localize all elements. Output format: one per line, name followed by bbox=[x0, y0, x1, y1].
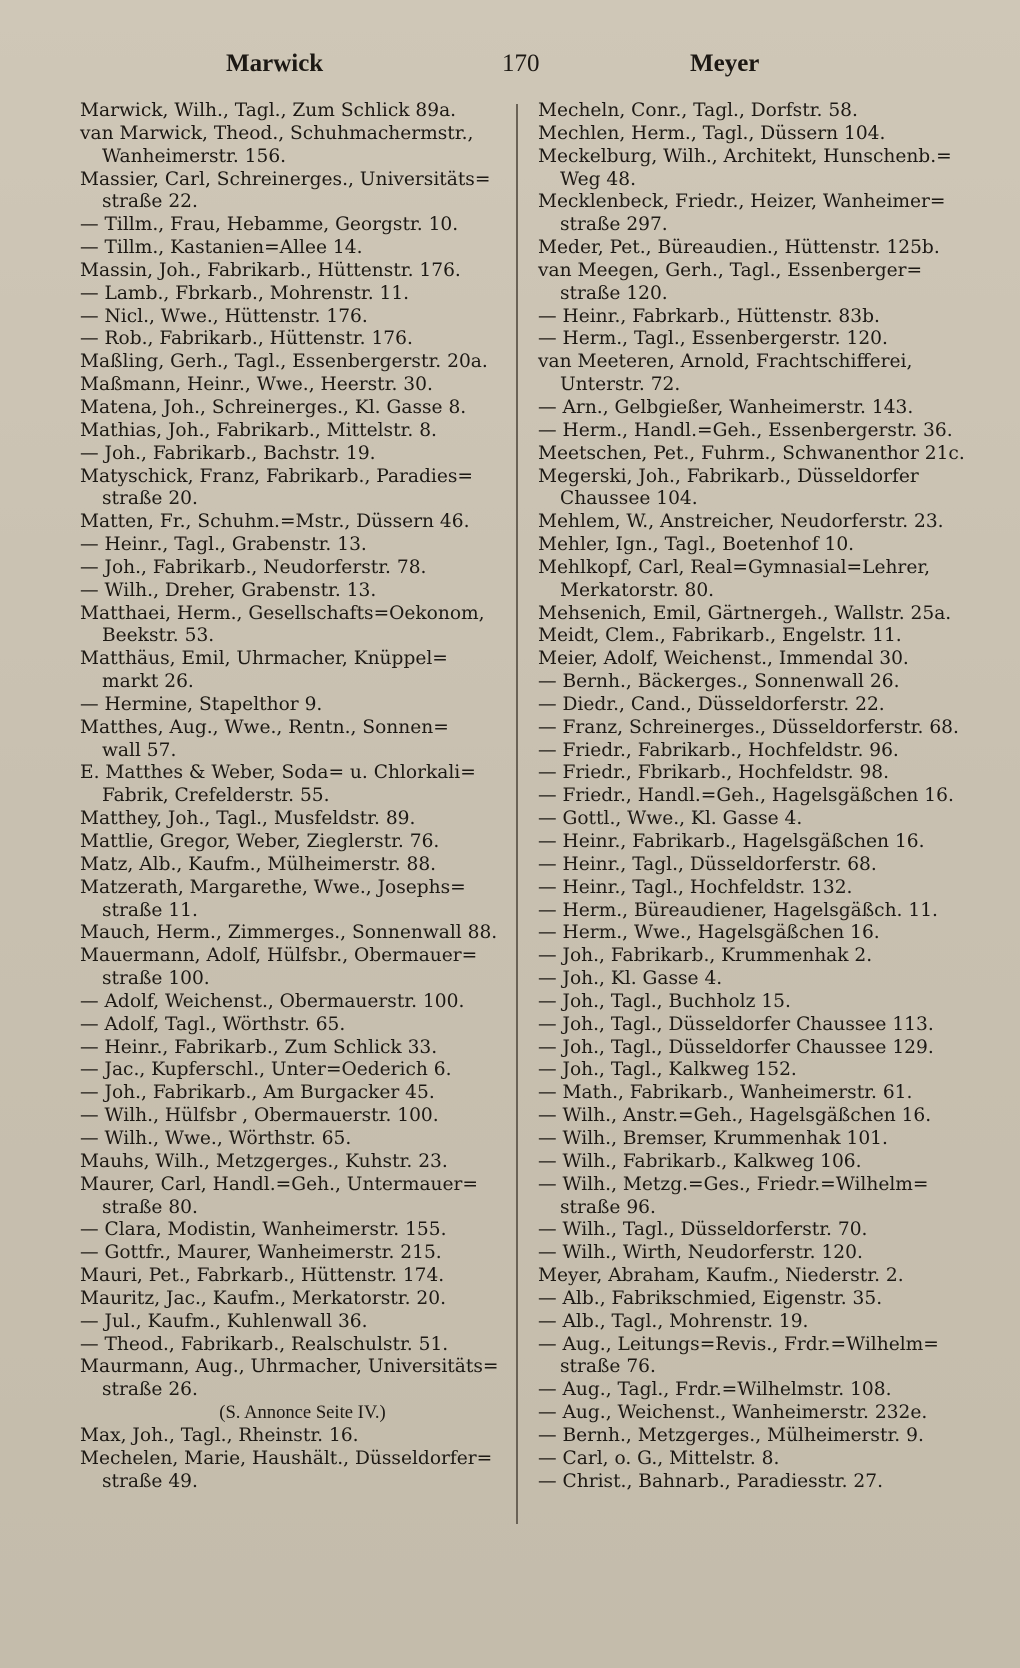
directory-entry bbox=[80, 1288, 525, 1311]
directory-entry bbox=[538, 648, 983, 671]
entry-line: — Gottl., Wwe., Kl. Gasse 4. bbox=[538, 808, 803, 830]
directory-entry bbox=[80, 1334, 525, 1357]
directory-entry bbox=[80, 991, 525, 1014]
left-column bbox=[80, 100, 525, 1493]
entry-line: — Gottfr., Maurer, Wanheimerstr. 215. bbox=[80, 1242, 442, 1264]
directory-entry bbox=[538, 1311, 983, 1334]
entry-line: Matzerath, Margarethe, Wwe., Josephs= bbox=[80, 876, 466, 898]
entry-line: Meder, Pet., Büreaudien., Hüttenstr. 125b. bbox=[538, 237, 940, 259]
directory-entry bbox=[538, 1059, 983, 1082]
directory-entry bbox=[80, 169, 525, 215]
directory-entry bbox=[538, 1265, 983, 1288]
entry-line: — Lamb., Fbrkarb., Mohrenstr. 11. bbox=[80, 282, 410, 304]
directory-entry bbox=[80, 1425, 525, 1448]
entry-line: — Wilh., Fabrikarb., Kalkweg 106. bbox=[538, 1150, 862, 1172]
entry-line: — Wilh., Hülfsbr , Obermauerstr. 100. bbox=[80, 1105, 439, 1127]
directory-entry bbox=[538, 1379, 983, 1402]
entry-line: — Joh., Tagl., Düsseldorfer Chaussee 129. bbox=[538, 1036, 934, 1058]
entry-line: van Marwick, Theod., Schuhmachermstr., bbox=[80, 122, 474, 144]
entry-line: — Joh., Tagl., Düsseldorfer Chaussee 113. bbox=[538, 1013, 934, 1035]
directory-entry bbox=[80, 1402, 525, 1425]
directory-entry bbox=[80, 603, 525, 649]
entry-line: — Theod., Fabrikarb., Realschulstr. 51. bbox=[80, 1333, 449, 1355]
directory-entry bbox=[538, 351, 983, 397]
entry-line: Megerski, Joh., Fabrikarb., Düsseldorfer bbox=[538, 465, 919, 487]
directory-entry bbox=[538, 991, 983, 1014]
directory-entry bbox=[80, 1059, 525, 1082]
directory-entry bbox=[80, 1311, 525, 1334]
entry-line: Mauhs, Wilh., Metzgerges., Kuhstr. 23. bbox=[80, 1150, 448, 1172]
entry-line: — Tillm., Kastanien=Allee 14. bbox=[80, 237, 363, 259]
entry-line: — Tillm., Frau, Hebamme, Georgstr. 10. bbox=[80, 214, 459, 236]
directory-entry bbox=[80, 877, 525, 923]
entry-line: — Wilh., Metzg.=Ges., Friedr.=Wilhelm= bbox=[538, 1173, 929, 1195]
directory-entry bbox=[538, 694, 983, 717]
directory-entry bbox=[80, 420, 525, 443]
directory-entry bbox=[538, 1242, 983, 1265]
entry-continuation: straße 96. bbox=[560, 1196, 656, 1218]
entry-line: — Wilh., Anstr.=Geh., Hagelsgäßchen 16. bbox=[538, 1105, 932, 1127]
entry-line: Matthey, Joh., Tagl., Musfeldstr. 89. bbox=[80, 808, 416, 830]
entry-continuation: Wanheimerstr. 156. bbox=[102, 145, 287, 167]
entry-line: — Wilh., Wirth, Neudorferstr. 120. bbox=[538, 1242, 863, 1264]
entry-line: — Herm., Handl.=Geh., Essenbergerstr. 36. bbox=[538, 419, 953, 441]
entry-line: Mecheln, Conr., Tagl., Dorfstr. 58. bbox=[538, 100, 858, 121]
entry-line: — Joh., Fabrikarb., Bachstr. 19. bbox=[80, 442, 376, 464]
directory-entry bbox=[538, 1219, 983, 1242]
entry-line: Maßmann, Heinr., Wwe., Heerstr. 30. bbox=[80, 374, 433, 396]
directory-entry bbox=[80, 1174, 525, 1220]
entry-line: — Joh., Fabrikarb., Neudorferstr. 78. bbox=[80, 556, 427, 578]
directory-entry bbox=[538, 900, 983, 923]
header-left-keyword: Marwick bbox=[226, 50, 324, 77]
entry-line: Matten, Fr., Schuhm.=Mstr., Düssern 46. bbox=[80, 511, 470, 533]
directory-entry bbox=[80, 100, 525, 123]
directory-entry bbox=[538, 1288, 983, 1311]
entry-line: Mauermann, Adolf, Hülfsbr., Obermauer= bbox=[80, 945, 478, 967]
entry-line: — Bernh., Bäckerges., Sonnenwall 26. bbox=[538, 671, 900, 693]
entry-continuation: straße 76. bbox=[560, 1356, 656, 1378]
directory-entry bbox=[80, 945, 525, 991]
directory-entry bbox=[538, 1082, 983, 1105]
entry-line: — Wilh., Wwe., Wörthstr. 65. bbox=[80, 1127, 352, 1149]
entry-line: Mattlie, Gregor, Weber, Zieglerstr. 76. bbox=[80, 831, 440, 852]
entry-line: Mehlkopf, Carl, Real=Gymnasial=Lehrer, bbox=[538, 556, 931, 578]
entry-line: — Jac., Kupferschl., Unter=Oederich 6. bbox=[80, 1059, 452, 1081]
entry-continuation: Weg 48. bbox=[560, 168, 636, 190]
entry-line: Maurmann, Aug., Uhrmacher, Universitäts= bbox=[80, 1356, 499, 1378]
entry-line: — Christ., Bahnarb., Paradiesstr. 27. bbox=[538, 1470, 883, 1492]
directory-entry bbox=[538, 191, 983, 237]
entry-line: — Heinr., Fabrkarb., Hüttenstr. 83b. bbox=[538, 305, 880, 327]
entry-line: Mathias, Joh., Fabrikarb., Mittelstr. 8. bbox=[80, 419, 437, 441]
directory-entry bbox=[538, 740, 983, 763]
directory-entry bbox=[80, 351, 525, 374]
directory-entry bbox=[80, 1242, 525, 1265]
entry-line: — Friedr., Fabrikarb., Hochfeldstr. 96. bbox=[538, 739, 899, 761]
entry-line: — Joh., Tagl., Buchholz 15. bbox=[538, 990, 791, 1012]
directory-entry bbox=[538, 717, 983, 740]
directory-entry bbox=[538, 603, 983, 626]
directory-entry bbox=[538, 1174, 983, 1220]
entry-line: — Arn., Gelbgießer, Wanheimerstr. 143. bbox=[538, 396, 914, 418]
entry-line: — Jul., Kaufm., Kuhlenwall 36. bbox=[80, 1310, 368, 1332]
directory-entry bbox=[80, 260, 525, 283]
entry-line: — Math., Fabrikarb., Wanheimerstr. 61. bbox=[538, 1082, 913, 1104]
entry-line: — Herm., Wwe., Hagelsgäßchen 16. bbox=[538, 922, 880, 944]
entry-line: — Adolf, Weichenst., Obermauerstr. 100. bbox=[80, 990, 465, 1012]
page-number: 170 bbox=[502, 50, 540, 77]
entry-line: — Rob., Fabrikarb., Hüttenstr. 176. bbox=[80, 328, 413, 350]
directory-entry bbox=[538, 1014, 983, 1037]
entry-line: Massier, Carl, Schreinerges., Universitäts= bbox=[80, 168, 491, 190]
directory-entry bbox=[538, 100, 983, 123]
directory-entry bbox=[538, 511, 983, 534]
directory-entry bbox=[538, 854, 983, 877]
entry-line: — Hermine, Stapelthor 9. bbox=[80, 693, 323, 715]
directory-entry bbox=[538, 762, 983, 785]
entry-continuation: Fabrik, Crefelderstr. 55. bbox=[102, 785, 330, 807]
entry-continuation: straße 26. bbox=[102, 1379, 198, 1401]
directory-entry bbox=[80, 1219, 525, 1242]
entry-line: — Aug., Weichenst., Wanheimerstr. 232e. bbox=[538, 1402, 928, 1424]
directory-entry bbox=[538, 1128, 983, 1151]
entry-line: Marwick, Wilh., Tagl., Zum Schlick 89a. bbox=[80, 100, 457, 121]
entry-line: Mechlen, Herm., Tagl., Düssern 104. bbox=[538, 122, 886, 144]
entry-continuation: straße 80. bbox=[102, 1196, 198, 1218]
directory-entry bbox=[80, 808, 525, 831]
entry-line: Maßling, Gerh., Tagl., Essenbergerstr. 20a. bbox=[80, 351, 488, 373]
directory-entry bbox=[80, 466, 525, 512]
directory-entry bbox=[80, 397, 525, 420]
directory-entry bbox=[80, 1151, 525, 1174]
directory-entry bbox=[80, 123, 525, 169]
directory-entry bbox=[80, 1448, 525, 1494]
directory-entry bbox=[538, 534, 983, 557]
entry-line: Mechelen, Marie, Haushält., Düsseldorfer= bbox=[80, 1447, 493, 1469]
entry-line: Maurer, Carl, Handl.=Geh., Untermauer= bbox=[80, 1173, 478, 1195]
entry-line: E. Matthes & Weber, Soda= u. Chlorkali= bbox=[80, 762, 476, 784]
directory-entry bbox=[538, 785, 983, 808]
entry-line: — Carl, o. G., Mittelstr. 8. bbox=[538, 1447, 780, 1469]
entry-line: — Clara, Modistin, Wanheimerstr. 155. bbox=[80, 1219, 447, 1241]
directory-entry bbox=[538, 557, 983, 603]
directory-entry bbox=[538, 260, 983, 306]
entry-line: van Meegen, Gerh., Tagl., Essenberger= bbox=[538, 259, 923, 281]
directory-entry bbox=[538, 1105, 983, 1128]
directory-entry bbox=[80, 1037, 525, 1060]
entry-line: — Alb., Tagl., Mohrenstr. 19. bbox=[538, 1310, 809, 1332]
entry-line: Matthes, Aug., Wwe., Rentn., Sonnen= bbox=[80, 716, 449, 738]
directory-entry bbox=[80, 694, 525, 717]
entry-line: — Heinr., Tagl., Düsseldorferstr. 68. bbox=[538, 853, 877, 875]
entry-line: — Herm., Tagl., Essenbergerstr. 120. bbox=[538, 328, 888, 350]
entry-line: — Adolf, Tagl., Wörthstr. 65. bbox=[80, 1013, 346, 1035]
directory-entry bbox=[538, 1425, 983, 1448]
entry-continuation: Chaussee 104. bbox=[560, 488, 698, 510]
entry-continuation: Merkatorstr. 80. bbox=[560, 579, 715, 601]
directory-entry bbox=[80, 443, 525, 466]
directory-entry bbox=[80, 762, 525, 808]
directory-entry bbox=[80, 306, 525, 329]
directory-entry bbox=[80, 717, 525, 763]
entry-line: — Heinr., Fabrikarb., Hagelsgäßchen 16. bbox=[538, 831, 925, 852]
directory-entry bbox=[80, 534, 525, 557]
directory-entry bbox=[538, 397, 983, 420]
directory-entry bbox=[80, 1356, 525, 1402]
directory-entry bbox=[538, 420, 983, 443]
entry-line: — Aug., Leitungs=Revis., Frdr.=Wilhelm= bbox=[538, 1333, 939, 1355]
directory-entry bbox=[80, 580, 525, 603]
entry-line: Meyer, Abraham, Kaufm., Niederstr. 2. bbox=[538, 1265, 904, 1287]
entry-line: — Joh., Fabrikarb., Am Burgacker 45. bbox=[80, 1082, 435, 1104]
entry-line: — Heinr., Tagl., Hochfeldstr. 132. bbox=[538, 876, 853, 898]
entry-line: — Wilh., Tagl., Düsseldorferstr. 70. bbox=[538, 1219, 868, 1241]
entry-continuation: straße 297. bbox=[560, 214, 668, 236]
entry-line: — Wilh., Bremser, Krummenhak 101. bbox=[538, 1127, 888, 1149]
entry-line: Mauritz, Jac., Kaufm., Merkatorstr. 20. bbox=[80, 1287, 446, 1309]
entry-line: — Joh., Tagl., Kalkweg 152. bbox=[538, 1059, 797, 1081]
entry-continuation: Beekstr. 53. bbox=[102, 625, 215, 647]
directory-entry bbox=[80, 283, 525, 306]
entry-line: — Nicl., Wwe., Hüttenstr. 176. bbox=[80, 305, 368, 327]
entry-line: — Heinr., Tagl., Grabenstr. 13. bbox=[80, 534, 367, 556]
entry-line: — Aug., Tagl., Frdr.=Wilhelmstr. 108. bbox=[538, 1379, 892, 1401]
entry-line: — Friedr., Handl.=Geh., Hagelsgäßchen 16. bbox=[538, 785, 954, 807]
directory-entry bbox=[538, 306, 983, 329]
entry-line: Mehlem, W., Anstreicher, Neudorferstr. 23. bbox=[538, 511, 944, 533]
directory-entry bbox=[538, 625, 983, 648]
entry-line: Massin, Joh., Fabrikarb., Hüttenstr. 176. bbox=[80, 259, 461, 281]
directory-entry bbox=[538, 968, 983, 991]
directory-entry bbox=[80, 854, 525, 877]
directory-entry bbox=[538, 877, 983, 900]
entry-line: Mauch, Herm., Zimmerges., Sonnenwall 88. bbox=[80, 922, 498, 944]
entry-line: Meidt, Clem., Fabrikarb., Engelstr. 11. bbox=[538, 625, 902, 647]
directory-entry bbox=[80, 237, 525, 260]
column-divider bbox=[516, 104, 518, 1524]
entry-line: Meier, Adolf, Weichenst., Immendal 30. bbox=[538, 648, 909, 670]
header-right-keyword: Meyer bbox=[690, 50, 760, 77]
directory-entry bbox=[80, 922, 525, 945]
page-header bbox=[0, 50, 1020, 90]
entry-line: Meckelburg, Wilh., Architekt, Hunschenb.= bbox=[538, 145, 952, 167]
entry-continuation: straße 11. bbox=[102, 899, 198, 921]
right-column bbox=[538, 100, 983, 1493]
directory-entry bbox=[80, 374, 525, 397]
directory-entry bbox=[538, 831, 983, 854]
entry-line: — Heinr., Fabrikarb., Zum Schlick 33. bbox=[80, 1036, 438, 1058]
directory-entry bbox=[538, 466, 983, 512]
directory-entry bbox=[538, 1402, 983, 1425]
entry-line: Meetschen, Pet., Fuhrm., Schwanenthor 21c. bbox=[538, 442, 965, 464]
entry-continuation: straße 20. bbox=[102, 488, 198, 510]
directory-entry bbox=[538, 1448, 983, 1471]
entry-line: — Diedr., Cand., Düsseldorferstr. 22. bbox=[538, 693, 885, 715]
directory-entry bbox=[538, 922, 983, 945]
entry-line: — Friedr., Fbrikarb., Hochfeldstr. 98. bbox=[538, 762, 890, 784]
entry-line: — Joh., Kl. Gasse 4. bbox=[538, 968, 723, 990]
directory-entry bbox=[80, 328, 525, 351]
entry-line: Mauri, Pet., Fabrkarb., Hüttenstr. 174. bbox=[80, 1265, 445, 1287]
directory-entry bbox=[538, 1334, 983, 1380]
entry-line: — Alb., Fabrikschmied, Eigenstr. 35. bbox=[538, 1287, 883, 1309]
directory-entry bbox=[80, 214, 525, 237]
entry-line: Max, Joh., Tagl., Rheinstr. 16. bbox=[80, 1424, 359, 1446]
entry-continuation: straße 100. bbox=[102, 968, 210, 990]
entry-line: Mehsenich, Emil, Gärtnergeh., Wallstr. 25a. bbox=[538, 602, 952, 624]
directory-entry bbox=[538, 671, 983, 694]
entry-continuation: markt 26. bbox=[102, 671, 194, 693]
directory-entry bbox=[80, 648, 525, 694]
directory-entry bbox=[80, 1128, 525, 1151]
directory-entry bbox=[538, 328, 983, 351]
directory-entry bbox=[80, 557, 525, 580]
entry-line: — Bernh., Metzgerges., Mülheimerstr. 9. bbox=[538, 1424, 924, 1446]
entry-line: — Wilh., Dreher, Grabenstr. 13. bbox=[80, 579, 377, 601]
directory-entry bbox=[80, 1082, 525, 1105]
entry-line: Matena, Joh., Schreinerges., Kl. Gasse 8. bbox=[80, 396, 467, 418]
entry-continuation: wall 57. bbox=[102, 739, 177, 761]
directory-entry bbox=[538, 123, 983, 146]
entry-continuation: Unterstr. 72. bbox=[560, 374, 681, 396]
directory-entry bbox=[538, 237, 983, 260]
entry-line: — Joh., Fabrikarb., Krummenhak 2. bbox=[538, 945, 873, 967]
directory-entry bbox=[538, 1037, 983, 1060]
directory-entry bbox=[80, 1014, 525, 1037]
entry-continuation: straße 120. bbox=[560, 282, 668, 304]
directory-entry bbox=[80, 1105, 525, 1128]
entry-line: (S. Annonce Seite IV.) bbox=[219, 1402, 386, 1424]
entry-line: Matthäus, Emil, Uhrmacher, Knüppel= bbox=[80, 648, 448, 670]
directory-entry bbox=[80, 831, 525, 854]
entry-line: — Herm., Büreaudiener, Hagelsgäßch. 11. bbox=[538, 899, 938, 921]
entry-line: van Meeteren, Arnold, Frachtschifferei, bbox=[538, 351, 913, 373]
entry-line: Mehler, Ign., Tagl., Boetenhof 10. bbox=[538, 534, 855, 556]
entry-line: Matz, Alb., Kaufm., Mülheimerstr. 88. bbox=[80, 853, 437, 875]
entry-continuation: straße 49. bbox=[102, 1470, 198, 1492]
directory-entry bbox=[538, 443, 983, 466]
entry-line: Mecklenbeck, Friedr., Heizer, Wanheimer= bbox=[538, 191, 946, 213]
directory-entry bbox=[538, 146, 983, 192]
directory-entry bbox=[538, 808, 983, 831]
entry-line: Matthaei, Herm., Gesellschafts=Oekonom, bbox=[80, 602, 485, 624]
entry-continuation: straße 22. bbox=[102, 191, 198, 213]
entry-line: — Franz, Schreinerges., Düsseldorferstr. 68. bbox=[538, 716, 959, 738]
entry-line: Matyschick, Franz, Fabrikarb., Paradies= bbox=[80, 465, 473, 487]
directory-entry bbox=[80, 1265, 525, 1288]
directory-entry bbox=[538, 1151, 983, 1174]
directory-entry bbox=[80, 511, 525, 534]
directory-entry bbox=[538, 945, 983, 968]
directory-entry bbox=[538, 1471, 983, 1494]
